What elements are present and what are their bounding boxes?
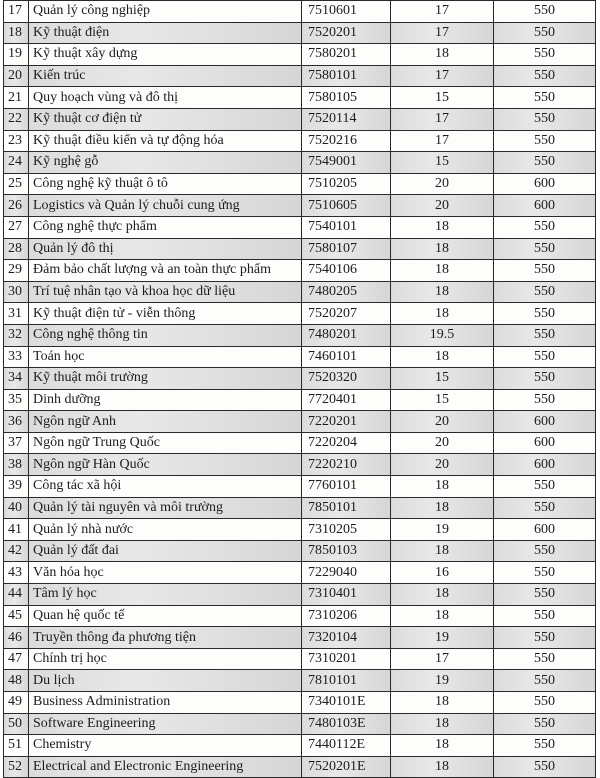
major-code: 7440112E [302,735,391,757]
quota-value: 18 [391,756,494,778]
major-code: 7510605 [302,195,391,217]
major-code: 7549001 [302,152,391,174]
table-row [4,22,596,44]
quota-value: 18 [391,605,494,627]
table-row [4,432,596,454]
fee-value: 550 [494,756,596,778]
quota-value: 20 [391,173,494,195]
table-row [4,540,596,562]
fee-value: 550 [494,346,596,368]
major-name: Quản lý tài nguyên và môi trường [29,497,302,519]
quota-value: 18 [391,238,494,260]
quota-value: 15 [391,152,494,174]
major-name: Đảm bảo chất lượng và an toàn thực phẩm [29,260,302,282]
row-number: 18 [4,22,29,44]
fee-value: 600 [494,173,596,195]
table-row [4,735,596,757]
major-code: 7340101E [302,692,391,714]
table-row [4,368,596,390]
fee-value: 550 [494,65,596,87]
table-row [4,497,596,519]
row-number: 45 [4,605,29,627]
major-name: Kỹ nghệ gỗ [29,152,302,174]
fee-value: 550 [494,497,596,519]
major-code: 7520207 [302,303,391,325]
major-code: 7310205 [302,519,391,541]
row-number: 30 [4,281,29,303]
major-code: 7520201 [302,22,391,44]
major-name: Du lịch [29,670,302,692]
major-code: 7460101 [302,346,391,368]
major-name: Truyền thông đa phương tiện [29,627,302,649]
major-code: 7540106 [302,260,391,282]
quota-value: 18 [391,260,494,282]
fee-value: 550 [494,238,596,260]
row-number: 51 [4,735,29,757]
row-number: 42 [4,540,29,562]
row-number: 32 [4,324,29,346]
quota-value: 18 [391,540,494,562]
major-code: 7520114 [302,108,391,130]
major-name: Kiến trúc [29,65,302,87]
major-name: Quan hệ quốc tế [29,605,302,627]
row-number: 41 [4,519,29,541]
major-code: 7850103 [302,540,391,562]
quota-value: 19.5 [391,324,494,346]
quota-value: 17 [391,108,494,130]
quota-value: 16 [391,562,494,584]
row-number: 24 [4,152,29,174]
row-number: 26 [4,195,29,217]
major-name: Công nghệ kỹ thuật ô tô [29,173,302,195]
major-name: Chemistry [29,735,302,757]
major-code: 7520320 [302,368,391,390]
major-code: 7720401 [302,389,391,411]
major-code: 7810101 [302,670,391,692]
quota-value: 20 [391,195,494,217]
row-number: 49 [4,692,29,714]
major-code: 7220210 [302,454,391,476]
major-code: 7580101 [302,65,391,87]
quota-value: 15 [391,87,494,109]
major-code: 7480205 [302,281,391,303]
fee-value: 550 [494,476,596,498]
fee-value: 550 [494,627,596,649]
row-number: 36 [4,411,29,433]
row-number: 22 [4,108,29,130]
fee-value: 600 [494,432,596,454]
major-name: Quy hoạch vùng và đô thị [29,87,302,109]
row-number: 34 [4,368,29,390]
table-row [4,44,596,66]
row-number: 50 [4,713,29,735]
quota-value: 18 [391,44,494,66]
quota-value: 18 [391,584,494,606]
table-row [4,756,596,778]
table-row [4,605,596,627]
table-row [4,713,596,735]
fee-value: 600 [494,411,596,433]
row-number: 29 [4,260,29,282]
major-name: Kỹ thuật điều kiển và tự động hóa [29,130,302,152]
table-row [4,108,596,130]
major-code: 7510205 [302,173,391,195]
table-row [4,670,596,692]
quota-value: 20 [391,411,494,433]
major-name: Ngôn ngữ Trung Quốc [29,432,302,454]
fee-value: 600 [494,195,596,217]
quota-value: 17 [391,648,494,670]
fee-value: 550 [494,562,596,584]
quota-value: 15 [391,368,494,390]
major-code: 7580201 [302,44,391,66]
major-code: 7310201 [302,648,391,670]
table-row [4,519,596,541]
table-row [4,692,596,714]
major-name: Công nghệ thực phẩm [29,216,302,238]
quota-value: 18 [391,476,494,498]
row-number: 17 [4,1,29,23]
quota-value: 19 [391,519,494,541]
major-name: Dinh dưỡng [29,389,302,411]
major-name: Ngôn ngữ Hàn Quốc [29,454,302,476]
fee-value: 550 [494,1,596,23]
table-row [4,1,596,23]
table-row [4,173,596,195]
fee-value: 550 [494,303,596,325]
major-code: 7540101 [302,216,391,238]
majors-table [3,0,596,778]
fee-value: 550 [494,735,596,757]
table-row [4,87,596,109]
table-row [4,65,596,87]
major-name: Tâm lý học [29,584,302,606]
table-row [4,346,596,368]
table-row [4,130,596,152]
row-number: 28 [4,238,29,260]
major-name: Kỹ thuật điện tử - viễn thông [29,303,302,325]
fee-value: 550 [494,216,596,238]
major-code: 7310206 [302,605,391,627]
row-number: 19 [4,44,29,66]
major-name: Logistics và Quản lý chuỗi cung ứng [29,195,302,217]
quota-value: 19 [391,670,494,692]
row-number: 35 [4,389,29,411]
fee-value: 550 [494,692,596,714]
major-code: 7229040 [302,562,391,584]
major-name: Văn hóa học [29,562,302,584]
major-code: 7320104 [302,627,391,649]
table-row [4,324,596,346]
row-number: 46 [4,627,29,649]
row-number: 37 [4,432,29,454]
table-row [4,562,596,584]
fee-value: 550 [494,648,596,670]
fee-value: 550 [494,605,596,627]
table-body [4,1,596,778]
major-code: 7480201 [302,324,391,346]
table-row [4,389,596,411]
quota-value: 18 [391,713,494,735]
major-name: Ngôn ngữ Anh [29,411,302,433]
major-name: Kỹ thuật điện [29,22,302,44]
major-code: 7220204 [302,432,391,454]
major-code: 7520201E [302,756,391,778]
fee-value: 550 [494,130,596,152]
row-number: 52 [4,756,29,778]
fee-value: 550 [494,324,596,346]
fee-value: 550 [494,108,596,130]
fee-value: 550 [494,260,596,282]
table-row [4,303,596,325]
quota-value: 20 [391,432,494,454]
fee-value: 550 [494,44,596,66]
table-row [4,627,596,649]
major-name: Kỹ thuật môi trường [29,368,302,390]
row-number: 23 [4,130,29,152]
major-name: Kỹ thuật cơ điện tử [29,108,302,130]
quota-value: 17 [391,130,494,152]
table-row [4,411,596,433]
quota-value: 18 [391,346,494,368]
row-number: 27 [4,216,29,238]
major-name: Quản lý đất đai [29,540,302,562]
major-name: Software Engineering [29,713,302,735]
quota-value: 20 [391,454,494,476]
table-row [4,584,596,606]
fee-value: 600 [494,519,596,541]
row-number: 43 [4,562,29,584]
major-code: 7580105 [302,87,391,109]
table-row [4,281,596,303]
row-number: 39 [4,476,29,498]
major-code: 7310401 [302,584,391,606]
major-name: Quản lý đô thị [29,238,302,260]
fee-value: 550 [494,713,596,735]
row-number: 31 [4,303,29,325]
table-row [4,216,596,238]
major-code: 7220201 [302,411,391,433]
major-code: 7760101 [302,476,391,498]
quota-value: 19 [391,627,494,649]
table-row [4,238,596,260]
fee-value: 550 [494,22,596,44]
fee-value: 550 [494,670,596,692]
quota-value: 18 [391,281,494,303]
fee-value: 550 [494,540,596,562]
major-code: 7520216 [302,130,391,152]
major-name: Toán học [29,346,302,368]
row-number: 48 [4,670,29,692]
fee-value: 550 [494,389,596,411]
major-name: Quản lý nhà nước [29,519,302,541]
table-row [4,152,596,174]
row-number: 33 [4,346,29,368]
fee-value: 550 [494,584,596,606]
fee-value: 550 [494,368,596,390]
row-number: 20 [4,65,29,87]
row-number: 47 [4,648,29,670]
major-name: Công nghệ thông tin [29,324,302,346]
row-number: 44 [4,584,29,606]
scanned-document [3,0,595,777]
major-code: 7480103E [302,713,391,735]
major-code: 7510601 [302,1,391,23]
quota-value: 18 [391,497,494,519]
table-row [4,454,596,476]
major-code: 7580107 [302,238,391,260]
fee-value: 550 [494,87,596,109]
row-number: 40 [4,497,29,519]
major-name: Công tác xã hội [29,476,302,498]
fee-value: 550 [494,152,596,174]
table-row [4,260,596,282]
table-row [4,648,596,670]
quota-value: 18 [391,216,494,238]
major-code: 7850101 [302,497,391,519]
major-name: Chính trị học [29,648,302,670]
quota-value: 18 [391,303,494,325]
major-name: Quản lý công nghiệp [29,1,302,23]
quota-value: 17 [391,65,494,87]
quota-value: 15 [391,389,494,411]
table-row [4,476,596,498]
major-name: Business Administration [29,692,302,714]
major-name: Trí tuệ nhân tạo và khoa học dữ liệu [29,281,302,303]
quota-value: 17 [391,1,494,23]
table-row [4,195,596,217]
quota-value: 18 [391,692,494,714]
row-number: 25 [4,173,29,195]
row-number: 38 [4,454,29,476]
fee-value: 600 [494,454,596,476]
quota-value: 17 [391,22,494,44]
row-number: 21 [4,87,29,109]
fee-value: 550 [494,281,596,303]
quota-value: 18 [391,735,494,757]
major-name: Kỹ thuật xây dựng [29,44,302,66]
major-name: Electrical and Electronic Engineering [29,756,302,778]
